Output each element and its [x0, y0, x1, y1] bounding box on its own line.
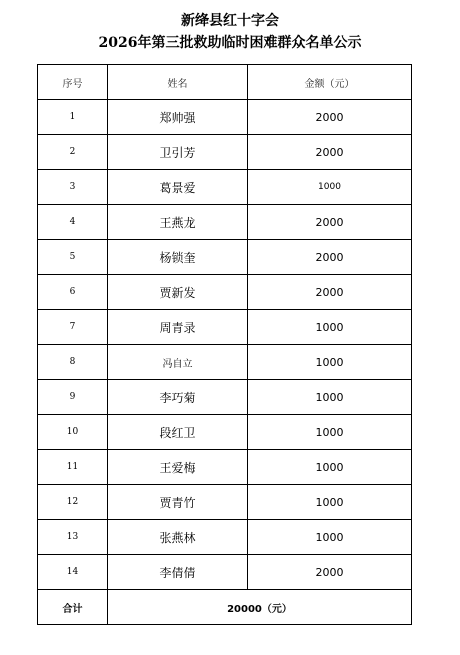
table-row	[38, 240, 412, 275]
row-amount: 2000	[248, 555, 412, 590]
row-name: 郑帅强	[108, 100, 248, 135]
row-amount: 1000	[248, 415, 412, 450]
row-index: 2	[38, 135, 108, 170]
row-amount: 1000	[248, 380, 412, 415]
row-index: 12	[38, 485, 108, 520]
total-row	[38, 590, 412, 625]
row-amount: 1000	[248, 170, 412, 205]
row-index: 1	[38, 100, 108, 135]
row-index: 10	[38, 415, 108, 450]
row-amount: 1000	[248, 345, 412, 380]
row-amount: 2000	[248, 100, 412, 135]
table-row	[38, 520, 412, 555]
row-name: 周青录	[108, 310, 248, 345]
header-index: 序号	[38, 65, 108, 100]
table-row	[38, 310, 412, 345]
table-row	[38, 415, 412, 450]
row-index: 9	[38, 380, 108, 415]
row-amount: 1000	[248, 520, 412, 555]
row-amount: 2000	[248, 275, 412, 310]
row-amount: 2000	[248, 240, 412, 275]
table-row	[38, 555, 412, 590]
row-index: 14	[38, 555, 108, 590]
table-row	[38, 345, 412, 380]
row-index: 5	[38, 240, 108, 275]
table-row	[38, 205, 412, 240]
page-title: 新绛县红十字会	[181, 13, 279, 29]
row-index: 6	[38, 275, 108, 310]
row-index: 8	[38, 345, 108, 380]
row-amount: 1000	[248, 310, 412, 345]
table-row	[38, 170, 412, 205]
row-name: 李巧菊	[108, 380, 248, 415]
row-index: 3	[38, 170, 108, 205]
table-row	[38, 135, 412, 170]
recipient-table	[37, 64, 412, 625]
row-index: 11	[38, 450, 108, 485]
table-row	[38, 100, 412, 135]
header-amount: 金额（元）	[248, 65, 412, 100]
row-index: 7	[38, 310, 108, 345]
table-row	[38, 485, 412, 520]
row-name: 贾青竹	[108, 485, 248, 520]
table-row	[38, 275, 412, 310]
row-amount: 2000	[248, 205, 412, 240]
row-name: 王燕龙	[108, 205, 248, 240]
table-body	[38, 100, 412, 590]
total-value: 20000（元）	[108, 590, 412, 625]
row-name: 李倩倩	[108, 555, 248, 590]
page-subtitle: 2026年第三批救助临时困难群众名单公示	[98, 35, 362, 51]
row-amount: 1000	[248, 450, 412, 485]
total-label: 合计	[38, 590, 108, 625]
row-name: 王爱梅	[108, 450, 248, 485]
row-name: 卫引芳	[108, 135, 248, 170]
table-row	[38, 450, 412, 485]
row-index: 13	[38, 520, 108, 555]
row-name: 贾新发	[108, 275, 248, 310]
table-header-row	[38, 65, 412, 100]
row-name: 葛景爱	[108, 170, 248, 205]
row-name: 杨锁奎	[108, 240, 248, 275]
row-name: 冯自立	[108, 345, 248, 380]
row-name: 张燕林	[108, 520, 248, 555]
row-amount: 1000	[248, 485, 412, 520]
row-index: 4	[38, 205, 108, 240]
table-row	[38, 380, 412, 415]
header-name: 姓名	[108, 65, 248, 100]
row-amount: 2000	[248, 135, 412, 170]
row-name: 段红卫	[108, 415, 248, 450]
